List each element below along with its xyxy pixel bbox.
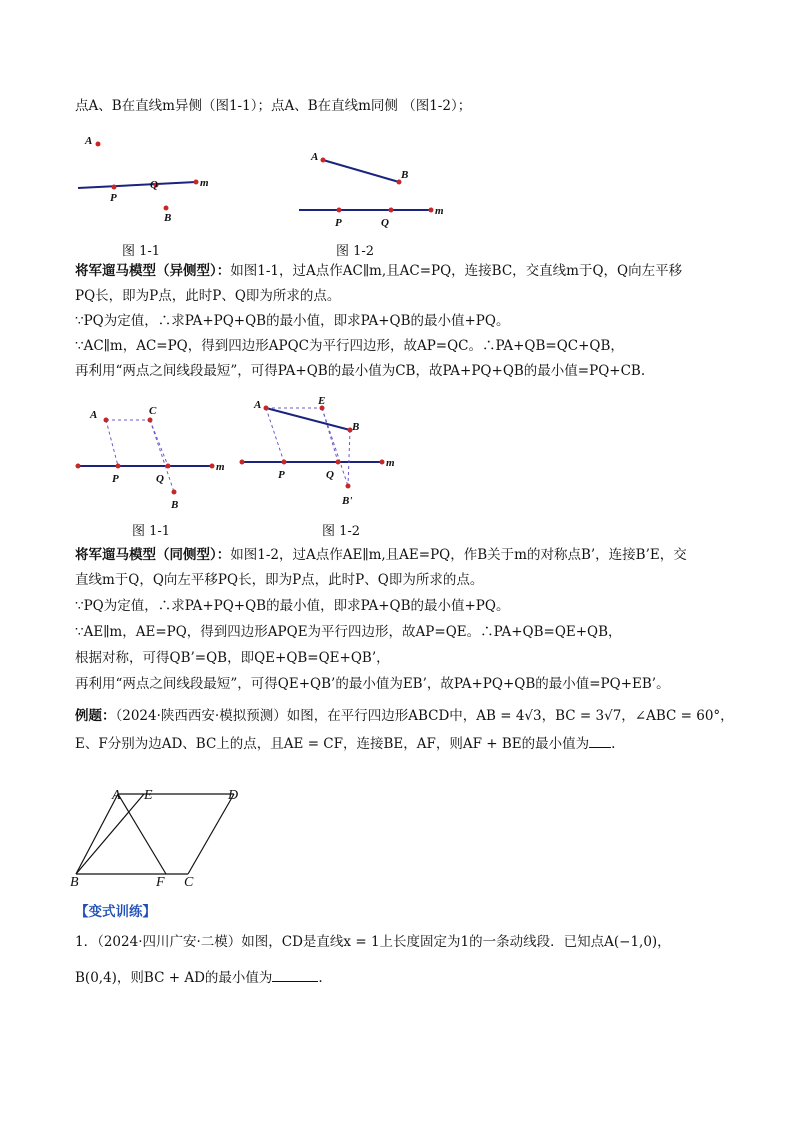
model2-line6: 再利用“两点之间线段最短”，可得QE+QB’的最小值为EB’，故PA+PQ+QB的最小值=PQ+EB’。 [75, 676, 670, 692]
caption-fig-1-1-b: 图 1-1 [132, 524, 171, 539]
label-A: A [254, 399, 262, 411]
label-m: m [386, 457, 395, 469]
example-line2: E、F分别为边AD、BC上的点，且AE = CF，连接BE，AF，则AF + BE的最小值为 . [75, 736, 616, 752]
answer-blank-2[interactable] [272, 969, 318, 982]
model2-line1: 将军遛马模型（同侧型）：如图1-2，过A点作AE∥m,且AE=PQ，作B关于m的对称点B’，连接B’E，交 [75, 547, 687, 563]
label-m: m [216, 461, 225, 473]
label-P: P [110, 192, 117, 204]
label-A: A [112, 788, 121, 803]
label-A: A [311, 151, 319, 163]
model2-line4: ∵AE∥m，AE=PQ，得到四边形APQE为平行四边形，故AP=QE。∴PA+QB=QE+QB， [75, 624, 622, 640]
label-D: D [228, 788, 239, 803]
model1-line5: 再利用“两点之间线段最短”，可得PA+QB的最小值为CB，故PA+PQ+QB的最小值=PQ+CB. [75, 363, 646, 379]
label-m: m [200, 177, 209, 189]
label-C: C [184, 875, 194, 890]
label-E: E [144, 788, 153, 803]
label-B: B [70, 875, 79, 890]
label-Q: Q [326, 469, 334, 481]
caption-fig-1-1: 图 1-1 [122, 244, 161, 259]
parallelogram-figure [64, 782, 264, 892]
label-E: E [318, 395, 326, 407]
model1-line4: ∵AC∥m，AC=PQ，得到四边形APQC为平行四边形，故AP=QC。∴PA+QB=QC+QB， [75, 338, 624, 354]
label-B-prime: B' [342, 495, 353, 507]
label-C: C [149, 405, 157, 417]
figure-1-2-middle [238, 392, 413, 517]
label-Q: Q [150, 179, 158, 191]
label-Q: Q [381, 217, 389, 229]
model1-line3: ∵PQ为定值，∴求PA+PQ+QB的最小值，即求PA+QB的最小值+PQ。 [75, 313, 510, 329]
model2-line3: ∵PQ为定值，∴求PA+PQ+QB的最小值，即求PA+QB的最小值+PQ。 [75, 598, 510, 614]
example-line1: 例题：（2024·陕西西安·模拟预测）如图，在平行四边形ABCD中，AB = 4√3，BC = 3√7，∠ABC = 60°， [75, 708, 734, 724]
figure-1-1-middle [72, 400, 242, 515]
label-A: A [85, 135, 93, 147]
training-title: 【变式训练】 [75, 904, 156, 920]
model1-line1: 将军遛马模型（异侧型）：如图1-1，过A点作AC∥m,且AC=PQ，连接BC，交直线m于Q，Q向左平移 [75, 263, 683, 279]
label-P: P [112, 473, 119, 485]
training-line2: B(0,4)，则BC + AD的最小值为 . [75, 970, 323, 986]
answer-blank[interactable] [589, 735, 611, 748]
figure-1-2-top [295, 140, 455, 235]
label-A: A [90, 409, 98, 421]
intro-text: 点A、B在直线m异侧（图1-1）；点A、B在直线m同侧 （图1-2）； [75, 98, 472, 114]
label-P: P [335, 217, 342, 229]
model2-line5: 根据对称，可得QB’=QB，即QE+QB=QE+QB’， [75, 650, 390, 666]
caption-fig-1-2: 图 1-2 [336, 244, 375, 259]
caption-fig-1-2-b: 图 1-2 [322, 524, 361, 539]
label-F: F [156, 875, 165, 890]
label-B: B [401, 169, 409, 181]
label-P: P [278, 469, 285, 481]
model1-line2: PQ长，即为P点，此时P、Q即为所求的点。 [75, 288, 341, 304]
training-line1: 1．（2024·四川广安·二模）如图，CD是直线x = 1上长度固定为1的一条动线段．已知点A(−1,0)， [75, 934, 671, 950]
label-B: B [171, 499, 179, 511]
figure-1-1-top [70, 128, 230, 228]
label-B: B [352, 421, 360, 433]
label-B: B [164, 212, 172, 224]
label-Q: Q [156, 473, 164, 485]
label-m: m [435, 205, 444, 217]
model2-line2: 直线m于Q，Q向左平移PQ长，即为P点，此时P、Q即为所求的点。 [75, 572, 484, 588]
